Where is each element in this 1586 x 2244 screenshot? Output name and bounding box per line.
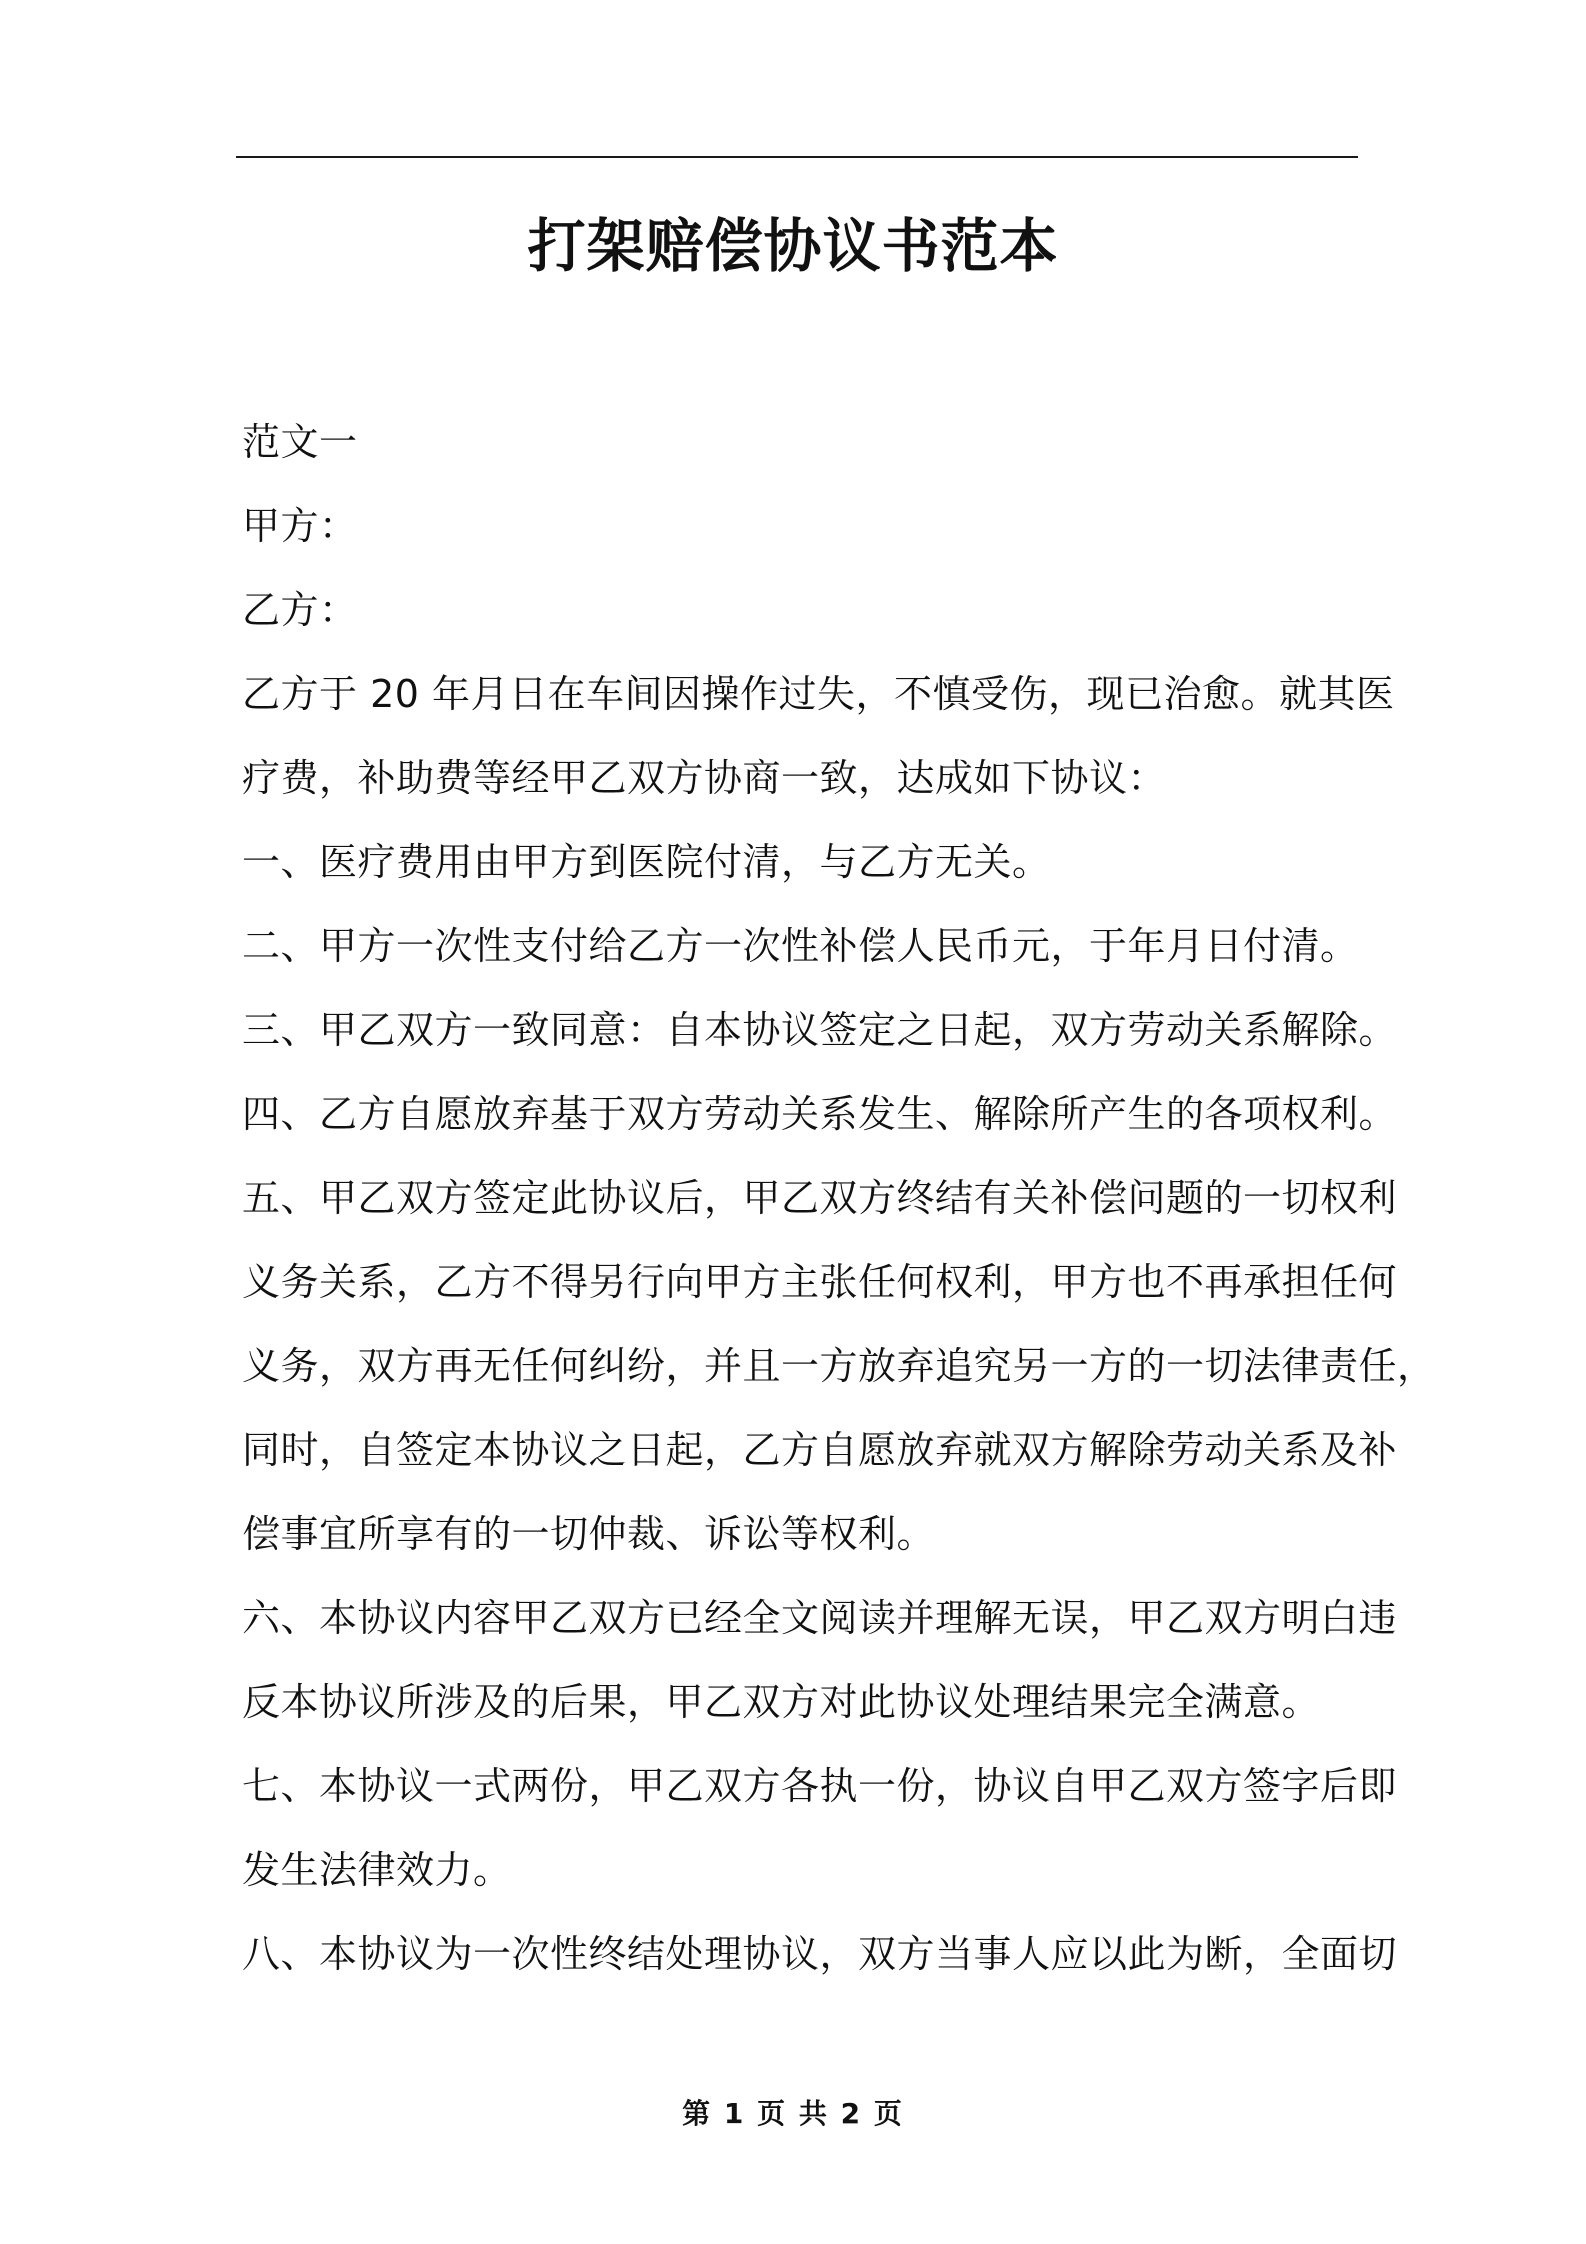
document-title: 打架赔偿协议书范本	[527, 212, 1059, 280]
body-line: 四、乙方自愿放弃基于双方劳动关系发生、解除所产生的各项权利。	[242, 1092, 1398, 1136]
body-line: 乙方于 20 年月日在车间因操作过失，不慎受伤，现已治愈。就其医	[242, 672, 1395, 716]
document-body	[242, 400, 1436, 1996]
body-line: 甲方：	[242, 504, 358, 548]
header-rule	[236, 156, 1358, 158]
body-line: 义务关系，乙方不得另行向甲方主张任何权利，甲方也不再承担任何	[242, 1260, 1398, 1304]
body-line: 八、本协议为一次性终结处理协议，双方当事人应以此为断，全面切	[242, 1932, 1398, 1976]
body-line: 范文一	[242, 420, 358, 464]
body-line: 一、医疗费用由甲方到医院付清，与乙方无关。	[242, 840, 1051, 884]
body-line: 疗费，补助费等经甲乙双方协商一致，达成如下协议：	[242, 756, 1167, 800]
body-line: 五、甲乙双方签定此协议后，甲乙双方终结有关补偿问题的一切权利	[242, 1176, 1398, 1220]
body-line: 义务，双方再无任何纠纷，并且一方放弃追究另一方的一切法律责任，	[242, 1344, 1436, 1388]
body-line: 反本协议所涉及的后果，甲乙双方对此协议处理结果完全满意。	[242, 1680, 1321, 1724]
body-line: 六、本协议内容甲乙双方已经全文阅读并理解无误，甲乙双方明白违	[242, 1596, 1398, 1640]
body-line: 发生法律效力。	[242, 1848, 512, 1892]
body-line: 乙方：	[242, 588, 358, 632]
body-line: 七、本协议一式两份，甲乙双方各执一份，协议自甲乙双方签字后即	[242, 1764, 1398, 1808]
page-number: 第 1 页 共 2 页	[682, 2097, 904, 2130]
body-line: 同时，自签定本协议之日起，乙方自愿放弃就双方解除劳动关系及补	[242, 1428, 1398, 1472]
body-line: 偿事宜所享有的一切仲裁、诉讼等权利。	[242, 1512, 936, 1556]
body-line: 二、甲方一次性支付给乙方一次性补偿人民币元，于年月日付清。	[242, 924, 1359, 968]
body-line: 三、甲乙双方一致同意：自本协议签定之日起，双方劳动关系解除。	[242, 1008, 1398, 1052]
